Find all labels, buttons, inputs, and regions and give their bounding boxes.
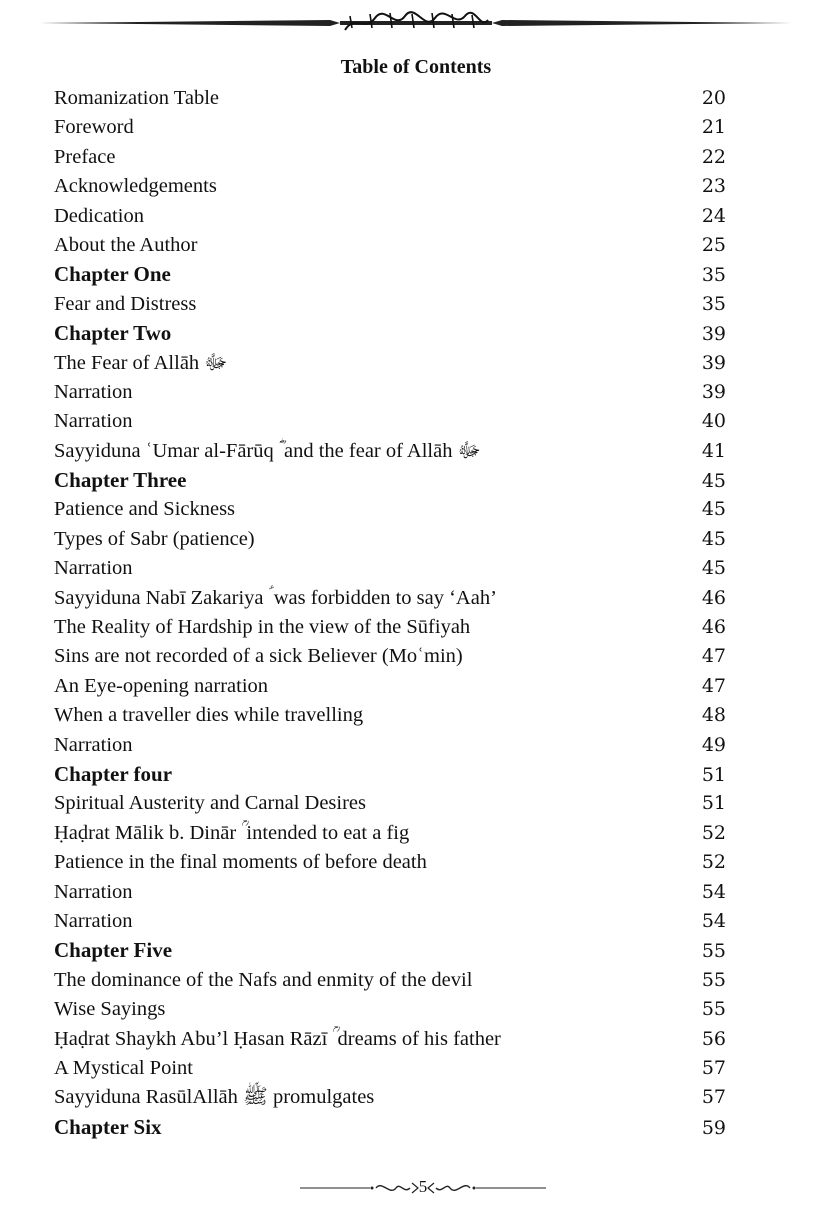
toc-entry-label: Sayyiduna ʿUmar al-Fārūq ؓ and the fear of Allāh ﷻ <box>54 439 481 462</box>
toc-entry-label: Chapter four <box>54 761 173 786</box>
toc-entry <box>54 143 726 172</box>
toc-entry-label: Chapter Two <box>54 321 172 346</box>
toc-entry-page: 47 <box>701 645 726 668</box>
toc-entry <box>54 437 726 466</box>
toc-entry-label: About the Author <box>54 233 198 256</box>
toc-entry-label: Romanization Table <box>54 87 219 109</box>
toc-entry-page: 25 <box>701 233 726 256</box>
toc-entry-label: Patience in the final moments of before death <box>54 851 427 874</box>
toc-entry <box>54 584 726 613</box>
toc-chapter-heading <box>54 760 726 789</box>
toc-entry-page: 45 <box>701 557 726 580</box>
toc-entry-label: Chapter Five <box>54 938 173 963</box>
toc-chapter-heading <box>54 936 726 965</box>
toc-entry <box>54 966 726 995</box>
toc-entry <box>54 525 726 554</box>
toc-entry-label: Wise Sayings <box>54 998 166 1021</box>
toc-entry <box>54 731 726 760</box>
toc-entry-page: 55 <box>701 940 726 963</box>
toc-entry-page: 52 <box>701 821 726 844</box>
toc-entry-page: 35 <box>701 292 726 315</box>
toc-entry-page: 39 <box>701 351 726 374</box>
toc-entry-label: Acknowledgements <box>54 175 217 198</box>
toc-entry-label: Sayyiduna Nabī Zakariya ؑ was forbidden to say ‘Aah’ <box>54 586 497 609</box>
toc-entry-page: 41 <box>701 439 726 462</box>
toc-entry-page: 39 <box>701 380 726 403</box>
toc-entry <box>54 1054 726 1083</box>
toc-chapter-heading <box>54 466 726 495</box>
toc-entry-page: 45 <box>701 527 726 550</box>
toc-entry-page: 35 <box>701 264 726 287</box>
toc-entry-label: An Eye-opening narration <box>54 674 269 697</box>
toc-entry <box>54 231 726 260</box>
toc-entry-page: 52 <box>701 851 726 874</box>
page-footer <box>300 1176 546 1200</box>
toc-entry-page: 24 <box>701 204 726 227</box>
toc-entry-page: 20 <box>701 87 726 109</box>
toc-entry <box>54 349 726 378</box>
toc-entry-label: Patience and Sickness <box>54 498 236 521</box>
toc-entry <box>54 407 726 436</box>
toc-entry-label: Types of Sabr (patience) <box>54 527 255 550</box>
toc-entry-label: Preface <box>54 145 116 168</box>
toc-entry-page: 59 <box>701 1116 726 1139</box>
toc-entry-label: Ḥaḍrat Mālik b. Dinār ؒ intended to eat a fig <box>54 821 410 844</box>
toc-entry-page: 51 <box>701 792 726 815</box>
toc-entry <box>54 554 726 583</box>
toc-entry <box>54 789 726 818</box>
toc-entry <box>54 378 726 407</box>
toc-entry-page: 47 <box>701 674 726 697</box>
toc-entry <box>54 819 726 848</box>
toc-entry-label: Ḥaḍrat Shaykh Abu’l Ḥasan Rāzī ؒ dreams of his father <box>54 1027 501 1050</box>
toc-entry <box>54 907 726 936</box>
toc-entry-label: When a traveller dies while travelling <box>54 704 364 727</box>
page-title: Table of Contents <box>340 56 492 78</box>
toc-entry <box>54 672 726 701</box>
toc-entry <box>54 613 726 642</box>
toc-entry <box>54 878 726 907</box>
toc-entry <box>54 1025 726 1054</box>
toc-entry-page: 40 <box>701 410 726 433</box>
toc-entry-label: Narration <box>54 557 133 580</box>
toc-entry <box>54 995 726 1024</box>
toc-entry <box>54 495 726 524</box>
toc-entry-label: Foreword <box>54 116 134 139</box>
toc-entry-label: Chapter One <box>54 262 171 287</box>
toc-entry-label: Narration <box>54 380 133 403</box>
toc-entry-page: 45 <box>701 470 726 493</box>
toc-chapter-heading <box>54 260 726 289</box>
toc-list <box>54 84 726 1142</box>
header-calligraphy-banner <box>40 10 792 36</box>
toc-entry-page: 56 <box>701 1027 726 1050</box>
toc-entry-page: 45 <box>701 498 726 521</box>
toc-entry-label: The Fear of Allāh ﷻ <box>54 351 228 374</box>
toc-entry <box>54 172 726 201</box>
toc-entry-page: 39 <box>701 323 726 346</box>
toc-entry-page: 46 <box>701 616 726 639</box>
toc-entry-label: Chapter Six <box>54 1114 162 1139</box>
toc-entry-label: Narration <box>54 909 133 932</box>
toc-entry-page: 51 <box>701 763 726 786</box>
toc-entry-label: A Mystical Point <box>54 1056 193 1079</box>
toc-entry-label: Narration <box>54 880 133 903</box>
toc-entry-page: 55 <box>701 998 726 1021</box>
toc-chapter-heading <box>54 319 726 348</box>
toc-entry-label: Sins are not recorded of a sick Believer (Moʿmin) <box>54 645 463 668</box>
toc-entry-page: 22 <box>701 145 726 168</box>
toc-entry-page: 49 <box>701 733 726 756</box>
toc-entry <box>54 1083 726 1112</box>
toc-entry-label: The dominance of the Nafs and enmity of the devil <box>54 968 473 991</box>
toc-entry-page: 54 <box>701 909 726 932</box>
toc-entry-label: Narration <box>54 410 133 433</box>
toc-entry-page: 55 <box>701 968 726 991</box>
toc-entry <box>54 848 726 877</box>
toc-entry-label: Sayyiduna RasūlAllāh ﷺ promulgates <box>54 1086 375 1109</box>
toc-entry-label: Chapter Three <box>54 468 187 493</box>
toc-entry <box>54 642 726 671</box>
toc-entry-page: 46 <box>701 586 726 609</box>
toc-entry <box>54 701 726 730</box>
toc-entry-label: Fear and Distress <box>54 292 197 315</box>
toc-entry-page: 57 <box>701 1086 726 1109</box>
toc-entry <box>54 84 726 113</box>
toc-entry-label: Dedication <box>54 204 144 227</box>
arabic-calligraphy-icon <box>40 10 792 36</box>
toc-entry-page: 57 <box>701 1056 726 1079</box>
toc-entry-label: Spiritual Austerity and Carnal Desires <box>54 792 366 815</box>
toc-entry-page: 48 <box>701 704 726 727</box>
toc-entry <box>54 113 726 142</box>
toc-entry <box>54 290 726 319</box>
toc-entry-label: The Reality of Hardship in the view of the Sūfiyah <box>54 616 471 639</box>
toc-entry-page: 54 <box>701 880 726 903</box>
page-number: 5 <box>418 1177 428 1196</box>
toc-entry-page: 23 <box>701 175 726 198</box>
toc-entry-page: 21 <box>701 116 726 139</box>
toc-entry-label: Narration <box>54 733 133 756</box>
toc-entry <box>54 202 726 231</box>
toc-chapter-heading <box>54 1113 726 1142</box>
